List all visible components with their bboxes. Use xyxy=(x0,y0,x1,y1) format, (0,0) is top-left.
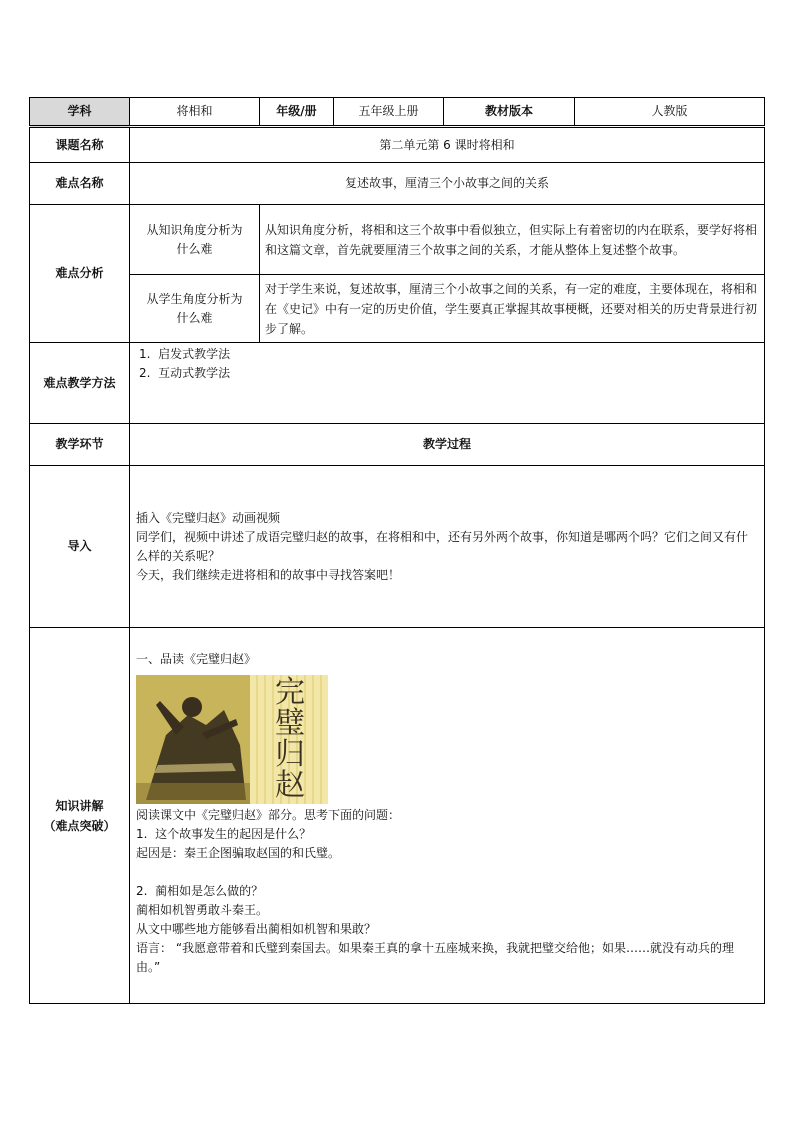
process-content-header: 教学过程 xyxy=(130,424,765,466)
knowledge-label-cell xyxy=(30,628,130,1004)
lesson-plan-table xyxy=(29,97,765,1004)
intro-line: 插入《完璧归赵》动画视频 xyxy=(136,510,281,525)
edition-value: 人教版 xyxy=(575,98,765,127)
knowledge-sublabel: （难点突破） xyxy=(43,818,116,833)
illustration-char: 璧 xyxy=(275,706,305,741)
student-angle-text: 对于学生来说，复述故事，厘清三个小故事之间的关系，有一定的难度，主要体现在，将相和在《史记》中有一定的历史价值，学生要真正掌握其故事梗概，还要对相关的历史背景进行初步了解。 xyxy=(260,275,765,343)
method-item: 2. 互动式教学法 xyxy=(139,366,231,380)
lesson-plan-sheet xyxy=(29,97,764,1004)
knowledge-label: 知识讲解 xyxy=(55,798,104,813)
knowledge-line: 蔺相如机智勇敢斗秦王。 xyxy=(136,903,269,917)
knowledge-line: 起因是：秦王企图骗取赵国的和氏璧。 xyxy=(136,846,341,860)
difficulty-label: 难点名称 xyxy=(30,163,130,205)
intro-label: 导入 xyxy=(30,466,130,628)
knowledge-content xyxy=(130,628,765,1004)
subject-value: 将相和 xyxy=(130,98,260,127)
methods-row xyxy=(30,343,765,424)
analysis-row-student xyxy=(30,275,765,343)
knowledge-line: 从文中哪些地方能够看出蔺相如机智和果敢？ xyxy=(136,922,377,936)
header-row xyxy=(30,98,765,127)
knowledge-line: 阅读课文中《完璧归赵》部分。思考下面的问题： xyxy=(136,808,401,822)
methods-list xyxy=(130,343,765,424)
intro-line: 今天，我们继续走进将相和的故事中寻找答案吧！ xyxy=(136,567,401,582)
grade-value: 五年级上册 xyxy=(334,98,444,127)
process-stage-header: 教学环节 xyxy=(30,424,130,466)
illustration-char: 归 xyxy=(275,737,305,772)
topic-label: 课题名称 xyxy=(30,127,130,163)
knowledge-line: 1. 这个故事发生的起因是什么？ xyxy=(136,827,312,841)
knowledge-angle-label: 从知识角度分析为什么难 xyxy=(130,205,260,275)
grade-label: 年级/册 xyxy=(260,98,334,127)
process-header-row xyxy=(30,424,765,466)
difficulty-row xyxy=(30,163,765,205)
difficulty-value: 复述故事，厘清三个小故事之间的关系 xyxy=(130,163,765,205)
analysis-row-knowledge xyxy=(30,205,765,275)
knowledge-angle-text: 从知识角度分析，将相和这三个故事中看似独立，但实际上有着密切的内在联系，要学好将相和这篇文章，首先就要厘清三个故事之间的关系，才能从整体上复述整个故事。 xyxy=(260,205,765,275)
method-item: 1. 启发式教学法 xyxy=(139,347,231,361)
methods-label: 难点教学方法 xyxy=(30,343,130,424)
student-angle-label: 从学生角度分析为什么难 xyxy=(130,275,260,343)
blank-line xyxy=(136,863,758,882)
illustration-char: 赵 xyxy=(275,768,305,803)
analysis-label: 难点分析 xyxy=(30,205,130,343)
illustration-title xyxy=(260,677,320,801)
knowledge-row xyxy=(30,628,765,1004)
intro-line: 同学们，视频中讲述了成语完璧归赵的故事，在将相和中，还有另外两个故事，你知道是哪两个吗？它们之间又有什么样的关系呢？ xyxy=(136,529,749,563)
intro-content xyxy=(130,466,765,628)
knowledge-line: 语言： “我愿意带着和氏璧到秦国去。如果秦王真的拿十五座城来换，我就把璧交给他；如果……就没有动兵的理由。” xyxy=(136,941,735,974)
topic-value: 第二单元第 6 课时将相和 xyxy=(130,127,765,163)
wanbi-guizhao-illustration xyxy=(136,675,328,804)
topic-row xyxy=(30,127,765,163)
illustration-char: 完 xyxy=(275,675,305,710)
intro-row xyxy=(30,466,765,628)
knowledge-line: 2. 蔺相如是怎么做的？ xyxy=(136,884,264,898)
section-title: 一、品读《完璧归赵》 xyxy=(136,652,257,666)
subject-label: 学科 xyxy=(30,98,130,127)
edition-label: 教材版本 xyxy=(444,98,575,127)
